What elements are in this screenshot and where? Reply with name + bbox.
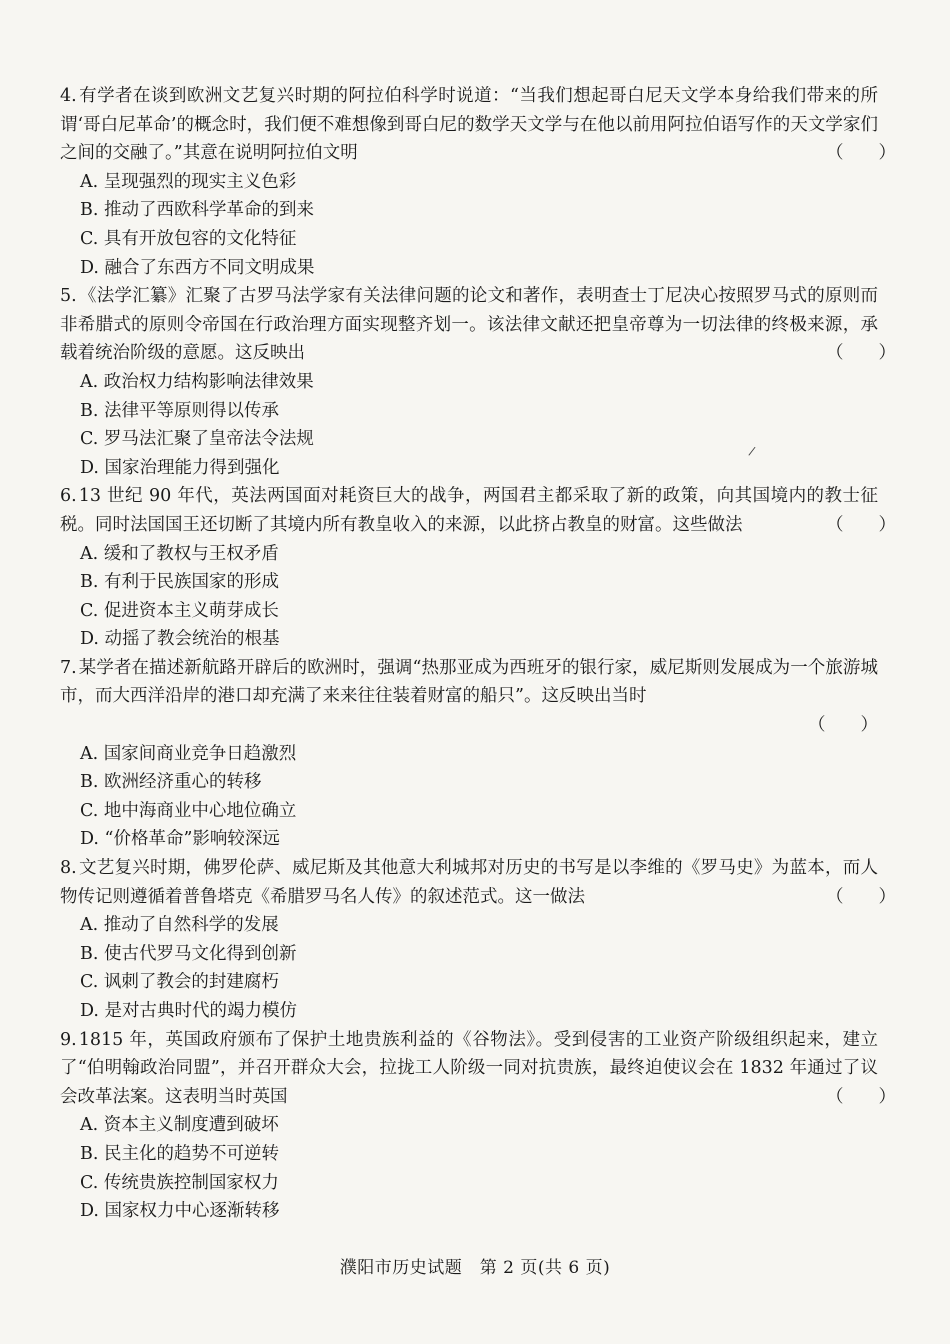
question-stem <box>60 82 896 168</box>
question-number: 9. <box>60 1029 77 1050</box>
question-number: 8. <box>60 858 77 879</box>
option-a: A. 呈现强烈的现实主义色彩 <box>80 171 297 192</box>
question-number: 7. <box>60 657 77 678</box>
question-text: 有学者在谈到欧洲文艺复兴时期的阿拉伯科学时说道：“当我们想起哥白尼天文学本身给我们带来的所谓‘哥白尼革命’的概念时，我们便不难想像到哥白尼的数学天文学与在他以前用阿拉伯语写作的天文学家们之间的交融了。”其意在说明阿拉伯文明 <box>60 86 878 164</box>
option-list <box>60 368 878 482</box>
option-d: D. 国家权力中心逐渐转移 <box>80 1201 280 1222</box>
answer-parentheses: （ ） <box>826 886 896 907</box>
option-b: B. 使古代罗马文化得到创新 <box>80 943 297 964</box>
question-text: 1815 年，英国政府颁布了保护土地贵族利益的《谷物法》。受到侵害的工业资产阶级组织起来，建立了“伯明翰政治同盟”，并召开群众大会，拉拢工人阶级一同对抗贵族，最终迫使议会在 1832 年通过了议会改革法案。这表明当时英国 <box>60 1029 878 1107</box>
option-list <box>60 911 878 1025</box>
option-b: B. 法律平等原则得以传承 <box>80 400 279 421</box>
question-text: 文艺复兴时期，佛罗伦萨、威尼斯及其他意大利城邦对历史的书写是以李维的《罗马史》为蓝本，而人物传记则遵循着普鲁塔克《希腊罗马名人传》的叙述范式。这一做法 <box>60 858 878 907</box>
option-a: A. 政治权力结构影响法律效果 <box>80 371 314 392</box>
option-d: D. 国家治理能力得到强化 <box>80 457 280 478</box>
question-9 <box>60 1026 896 1226</box>
option-c: C. 罗马法汇聚了皇帝法令法规 <box>80 429 314 450</box>
question-4 <box>60 82 896 282</box>
option-b: B. 有利于民族国家的形成 <box>80 572 279 593</box>
question-stem <box>60 1026 896 1112</box>
question-stem <box>60 282 896 368</box>
question-stem <box>60 654 878 711</box>
option-b: B. 欧洲经济重心的转移 <box>80 772 262 793</box>
question-7 <box>60 654 878 854</box>
question-5 <box>60 282 896 482</box>
option-c: C. 讽刺了教会的封建腐朽 <box>80 972 279 993</box>
question-number: 5. <box>60 286 77 307</box>
option-d: D. 融合了东西方不同文明成果 <box>80 257 315 278</box>
option-d: D. “价格革命”影响较深远 <box>80 829 280 850</box>
answer-parentheses: （ ） <box>826 514 896 535</box>
option-b: B. 推动了西欧科学革命的到来 <box>80 200 314 221</box>
option-c: C. 促进资本主义萌芽成长 <box>80 600 279 621</box>
option-list <box>60 168 878 282</box>
answer-parentheses: （ ） <box>826 1086 896 1107</box>
answer-parentheses: （ ） <box>826 343 896 364</box>
answer-parentheses: （ ） <box>808 715 878 736</box>
option-d: D. 动摇了教会统治的根基 <box>80 629 280 650</box>
option-c: C. 地中海商业中心地位确立 <box>80 800 297 821</box>
answer-parentheses: （ ） <box>826 143 896 164</box>
option-a: A. 缓和了教权与王权矛盾 <box>80 543 279 564</box>
question-text: 《法学汇纂》汇聚了古罗马法学家有关法律问题的论文和著作，表明查士丁尼决心按照罗马式的原则而非希腊式的原则令帝国在行政治理方面实现整齐划一。该法律文献还把皇帝尊为一切法律的终极来源，承载着统治阶级的意愿。这反映出 <box>60 286 878 364</box>
option-list <box>60 1111 878 1225</box>
page-footer: 濮阳市历史试题 第 2 页(共 6 页) <box>339 1258 611 1278</box>
option-a: A. 资本主义制度遭到破坏 <box>80 1115 279 1136</box>
question-number: 4. <box>60 86 77 106</box>
option-a: A. 国家间商业竞争日趋激烈 <box>80 743 297 764</box>
question-number: 6. <box>60 486 77 507</box>
question-8 <box>60 854 896 1026</box>
question-6 <box>60 482 896 654</box>
pencil-mark: / <box>747 443 757 459</box>
question-stem <box>60 854 896 911</box>
question-stem <box>60 482 896 539</box>
question-text: 13 世纪 90 年代，英法两国面对耗资巨大的战争，两国君主都采取了新的政策，向其国境内的教士征税。同时法国国王还切断了其境内所有教皇收入的来源，以此挤占教皇的财富。这些做法 <box>60 486 878 535</box>
option-b: B. 民主化的趋势不可逆转 <box>80 1143 279 1164</box>
option-list <box>60 740 878 854</box>
question-text: 某学者在描述新航路开辟后的欧洲时，强调“热那亚成为西班牙的银行家，威尼斯则发展成为一个旅游城市，而大西洋沿岸的港口却充满了来来往往装着财富的船只”。这反映出当时 <box>60 657 878 707</box>
option-d: D. 是对古典时代的竭力模仿 <box>80 1001 298 1021</box>
option-c: C. 具有开放包容的文化特征 <box>80 228 297 249</box>
option-list <box>60 540 878 654</box>
option-c: C. 传统贵族控制国家权力 <box>80 1172 279 1193</box>
option-a: A. 推动了自然科学的发展 <box>80 915 279 936</box>
